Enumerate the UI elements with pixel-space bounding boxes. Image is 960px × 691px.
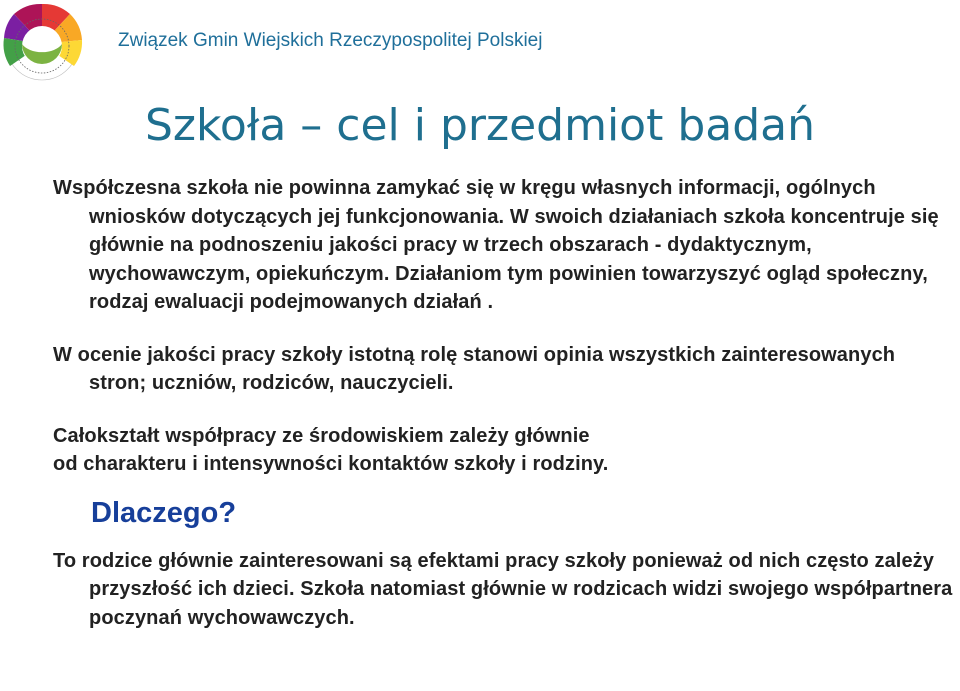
paragraph-cooperation-line-1: Całokształt współpracy ze środowiskiem zależy głównie xyxy=(53,424,590,447)
slide-title: Szkoła – cel i przedmiot badań xyxy=(144,100,815,151)
paragraph-school-role: Współczesna szkoła nie powinna zamykać się w kręgu własnych informacji, ogólnych wniosków dotyczących jej funkcjonowania. W swoich działaniach szkoła koncentruje się głównie na podnoszeniu jakości pracy w trzech obszarach - dydaktycznym, wychowawczym, opiekuńczym. Działaniom tym powinien towarzyszyć ogląd społeczny, rodzaj ewaluacji podejmowanych działań . xyxy=(53,177,939,313)
paragraph-cooperation xyxy=(53,422,953,479)
colorful-sun-emblem-icon xyxy=(0,0,92,92)
paragraph-parents: To rodzice głównie zainteresowani są efektami pracy szkoły ponieważ od nich często zależy przyszłość ich dzieci. Szkoła natomiast głównie w rodzicach widzi swojego współpartnera poczynań wychowawczych. xyxy=(53,549,953,629)
slide-body xyxy=(53,174,953,632)
question-heading: Dlaczego? xyxy=(91,496,237,529)
organization-name: Związek Gmin Wiejskich Rzeczypospolitej Polskiej xyxy=(118,30,543,51)
paragraph-quality-assessment: W ocenie jakości pracy szkoły istotną rolę stanowi opinia wszystkich zainteresowanych stron; uczniów, rodziców, nauczycieli. xyxy=(53,343,896,394)
paragraph-cooperation-line-2: od charakteru i intensywności kontaktów szkoły i rodziny. xyxy=(53,453,609,475)
